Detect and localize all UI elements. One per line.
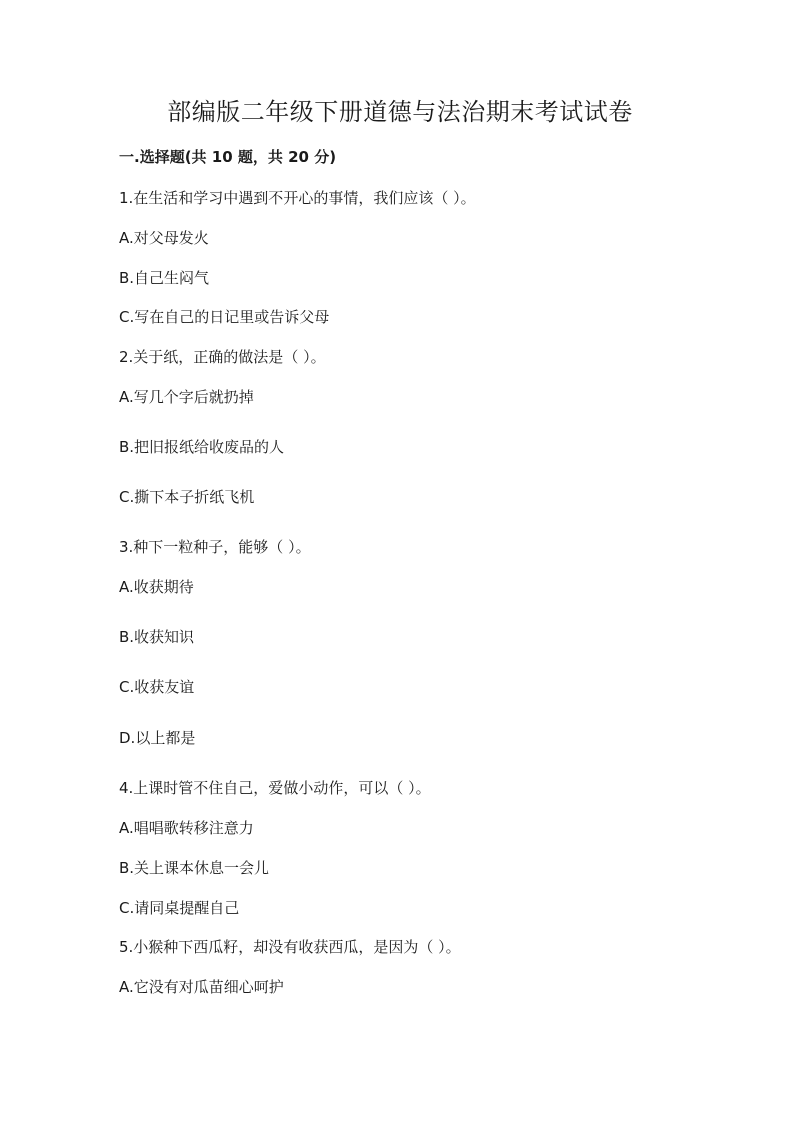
question-2-option-a: A.写几个字后就扔掉	[119, 388, 254, 406]
question-5-stem: 5.小猴种下西瓜籽，却没有收获西瓜，是因为（ ）。	[119, 938, 461, 956]
question-3-option-a: A.收获期待	[119, 578, 194, 596]
question-1-option-b: B.自己生闷气	[119, 269, 210, 287]
question-4-stem: 4.上课时管不住自己，爱做小动作，可以（ ）。	[119, 779, 431, 797]
question-5-option-a: A.它没有对瓜苗细心呵护	[119, 978, 284, 996]
question-4-option-a: A.唱唱歌转移注意力	[119, 819, 254, 837]
question-2-stem: 2.关于纸，正确的做法是（ ）。	[119, 348, 326, 366]
question-3-stem: 3.种下一粒种子，能够（ ）。	[119, 538, 311, 556]
question-3-option-b: B.收获知识	[119, 628, 195, 646]
question-3-option-d: D.以上都是	[119, 729, 196, 747]
question-2-option-c: C.撕下本子折纸飞机	[119, 488, 255, 506]
section-heading: 一.选择题(共 10 题，共 20 分)	[119, 148, 337, 166]
question-4-option-c: C.请同桌提醒自己	[119, 899, 240, 917]
question-3-option-c: C.收获友谊	[119, 678, 195, 696]
question-2-option-b: B.把旧报纸给收废品的人	[119, 438, 285, 456]
question-1-stem: 1.在生活和学习中遇到不开心的事情，我们应该（ ）。	[119, 189, 476, 207]
question-1-option-c: C.写在自己的日记里或告诉父母	[119, 308, 330, 326]
question-4-option-b: B.关上课本休息一会儿	[119, 859, 270, 877]
page-title: 部编版二年级下册道德与法治期末考试试卷	[167, 98, 633, 126]
question-1-option-a: A.对父母发火	[119, 229, 209, 247]
